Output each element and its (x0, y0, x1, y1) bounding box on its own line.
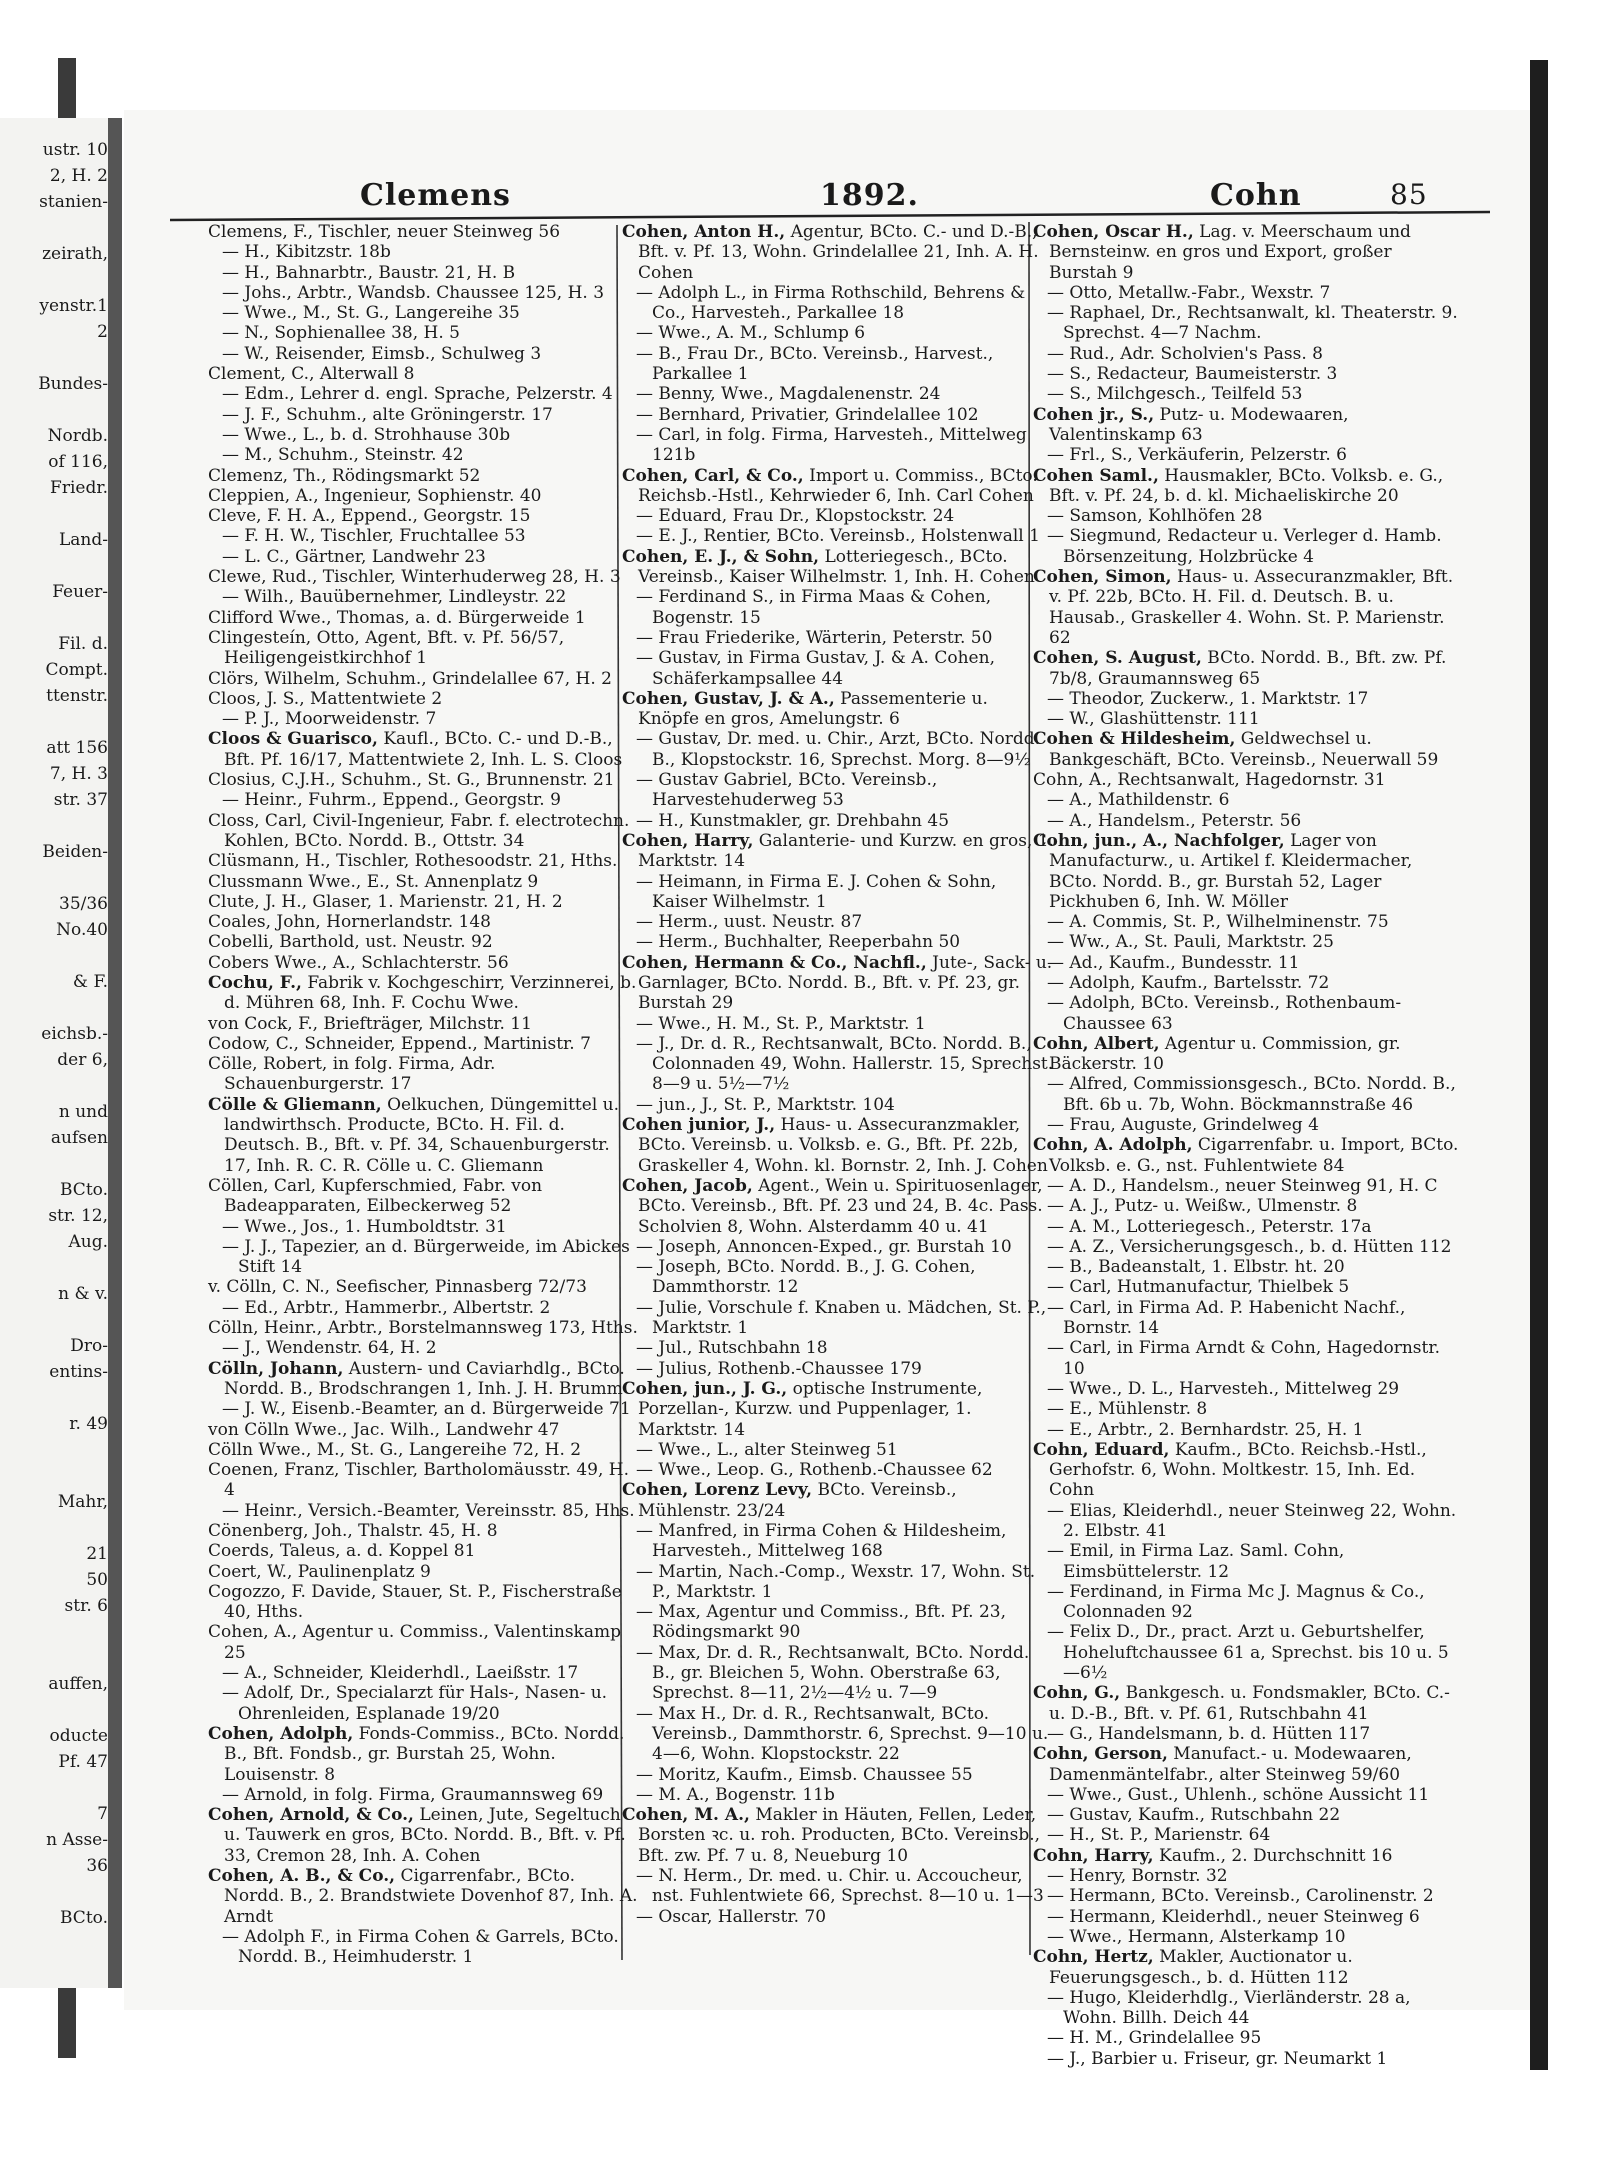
previous-page-fragment: auffen, (48, 1674, 108, 1694)
directory-entry: Cohen, jun., J. G., optische Instrumente, Porzellan-, Kurzw. und Puppenlager, 1. Marktstr. 14 (622, 1378, 983, 1440)
directory-entry: — L. C., Gärtner, Landwehr 23 (222, 546, 486, 567)
entry-firm-name: Cohen Saml., (1033, 465, 1159, 486)
previous-page-fragment: 7 (97, 1804, 108, 1824)
directory-entry: — J. W., Eisenb.-Beamter, an d. Bürgerweide 71 (222, 1399, 631, 1420)
directory-entry: Clewe, Rud., Tischler, Winterhuderweg 28, H. 3 (208, 567, 621, 588)
directory-entry: Cölln, Johann, Austern- und Caviarhdlg., BCto. Nordd. B., Brodschrangen 1, Inh. J. H. Brumm (208, 1358, 625, 1399)
directory-entry: — W., Glashüttenstr. 111 (1047, 709, 1260, 730)
previous-page-fragment: zeirath, (42, 244, 108, 264)
directory-entry: Coerds, Taleus, a. d. Koppel 81 (208, 1541, 476, 1562)
directory-entry: Closius, C.J.H., Schuhm., St. G., Brunnenstr. 21 (208, 770, 615, 791)
directory-entry: Cohen, Oscar H., Lag. v. Meerschaum und Bernsteinw. en gros und Export, großer Burstah 9 (1033, 222, 1411, 283)
directory-entry: — Hermann, BCto. Vereinsb., Carolinenstr. 2 (1047, 1886, 1434, 1907)
directory-entry: Cohen jr., S., Putz- u. Modewaaren, Valentinskamp 63 (1033, 404, 1349, 445)
directory-entry: — Arnold, in folg. Firma, Graumannsweg 69 (222, 1784, 604, 1805)
directory-entry: — Joseph, BCto. Nordd. B., J. G. Cohen, Dammthorstr. 12 (636, 1257, 976, 1298)
directory-entry: — Wwe., M., St. G., Langereihe 35 (222, 303, 520, 324)
previous-page-fragment: 7, H. 3 (49, 764, 108, 784)
directory-entry: Cohn, Gerson, Manufact.- u. Modewaaren, Damenmäntelfabr., alter Steinweg 59/60 (1033, 1744, 1412, 1785)
directory-entry: — S., Milchgesch., Teilfeld 53 (1047, 384, 1303, 405)
directory-entry: — Frau, Auguste, Grindelweg 4 (1047, 1115, 1319, 1136)
directory-entry: — Max, Agentur und Commiss., Bft. Pf. 23, Rödingsmarkt 90 (636, 1602, 1006, 1643)
directory-entry: — Carl, in Firma Arndt & Cohn, Hagedornstr. 10 (1047, 1338, 1440, 1379)
directory-entry: von Cölln Wwe., Jac. Wilh., Landwehr 47 (208, 1419, 560, 1440)
directory-entry: Cohen junior, J., Haus- u. Assecuranzmakler, BCto. Vereinsb. u. Volksb. e. G., Bft. Pf. 22b, Graskeller 4, Wohn. kl. Bornstr. 2, Inh. J. Cohen (622, 1115, 1048, 1176)
directory-entry: — N., Sophienallee 38, H. 5 (222, 323, 460, 344)
entry-firm-name: Cohen, Gustav, J. & A., (622, 688, 835, 709)
directory-entry: Cohen, Jacob, Agent., Wein u. Spirituosenlager, BCto. Vereinsb., Bft. Pf. 23 und 24, B. 4c. Pass. Scholvien 8, Wohn. Alsterdamm 40 u. 41 (622, 1175, 1043, 1237)
running-head-right: Cohn (1210, 178, 1302, 213)
entry-firm-name: Cohen, Arnold, & Co., (208, 1805, 414, 1826)
previous-page-fragment: Mahr, (57, 1492, 108, 1512)
directory-entry: von Cock, F., Briefträger, Milchstr. 11 (208, 1013, 532, 1034)
entry-firm-name: Cohn, Harry, (1033, 1845, 1154, 1866)
directory-entry: — Johs., Arbtr., Wandsb. Chaussee 125, H. 3 (222, 282, 605, 303)
entry-firm-name: Cölle & Gliemann, (208, 1094, 382, 1115)
previous-page-fragment: 35/36 (59, 894, 108, 914)
directory-entry: — A. D., Handelsm., neuer Steinweg 91, H. C (1047, 1175, 1438, 1196)
directory-entry: — Eduard, Frau Dr., Klopstockstr. 24 (636, 506, 955, 527)
previous-page-fragment: stanien- (39, 192, 108, 212)
previous-page-fragment: 2, H. 2 (49, 166, 108, 186)
directory-entry: Cogozzo, F. Davide, Stauer, St. P., Fischerstraße 40, Hths. (208, 1581, 622, 1623)
directory-entry: — Rud., Adr. Scholvien's Pass. 8 (1047, 343, 1323, 364)
directory-entry: — W., Reisender, Eimsb., Schulweg 3 (222, 343, 542, 364)
directory-entry: Coales, John, Hornerlandstr. 148 (208, 912, 491, 933)
directory-entry: — Felix D., Dr., pract. Arzt u. Geburtshelfer, Hoheluftchaussee 61 a, Sprechst. bis 10 u. 5—6½ (1047, 1622, 1449, 1684)
entry-firm-name: Cohen, Jacob, (622, 1175, 753, 1196)
directory-entry: — Adolph F., in Firma Cohen & Garrels, BCto. Nordd. B., Heimhuderstr. 1 (222, 1926, 619, 1968)
directory-entry: Cohen Saml., Hausmakler, BCto. Volksb. e. G., Bft. v. Pf. 24, b. d. kl. Michaeliskirche 20 (1033, 465, 1444, 506)
directory-entry: — Wwe., Leop. G., Rothenb.-Chaussee 62 (636, 1460, 993, 1481)
directory-entry: — A., Mathildenstr. 6 (1047, 790, 1230, 811)
previous-page-fragment: att 156 (46, 738, 108, 758)
directory-entry: — H., Kunstmakler, gr. Drehbahn 45 (636, 810, 950, 831)
directory-entry: — Ferdinand S., in Firma Maas & Cohen, Bogenstr. 15 (636, 587, 992, 628)
directory-entry: — Gustav, Kaufm., Rutschbahn 22 (1047, 1805, 1341, 1826)
previous-page-fragment: BCto. (60, 1908, 108, 1928)
directory-entry: — Wwe., H. M., St. P., Marktstr. 1 (636, 1013, 926, 1034)
directory-entry: Cohn, A. Adolph, Cigarrenfabr. u. Import, BCto. Volksb. e. G., nst. Fuhlentwiete 84 (1033, 1135, 1459, 1176)
directory-entry: — Joseph, Annoncen-Exped., gr. Burstah 10 (636, 1236, 1012, 1257)
previous-page-fragment: Fil. d. (58, 634, 108, 654)
directory-entry: — H., Kibitzstr. 18b (222, 242, 391, 263)
entry-firm-name: Cohen, Simon, (1033, 567, 1172, 588)
directory-entry: Cohen, Arnold, & Co., Leinen, Jute, Segeltuch u. Tauwerk en gros, BCto. Nordd. B., Bft. v. Pf. 33, Cremon 28, Inh. A. Cohen (208, 1805, 626, 1866)
directory-entry: Cölln Wwe., M., St. G., Langereihe 72, H. 2 (208, 1439, 582, 1460)
directory-entry: Cohn, Hertz, Makler, Auctionator u. Feuerungsgesch., b. d. Hütten 112 (1033, 1947, 1353, 1988)
previous-page-fragment: ustr. 10 (42, 140, 108, 160)
directory-entry: — J., Wendenstr. 64, H. 2 (222, 1338, 437, 1359)
directory-entry: — Max H., Dr. d. R., Rechtsanwalt, BCto. Vereinsb., Dammthorstr. 6, Sprechst. 9—10 u. 4—6, Wohn. Klopstockstr. 22 (636, 1703, 1049, 1765)
directory-entry: Cohen, Simon, Haus- u. Assecuranzmakler, Bft. v. Pf. 22b, BCto. H. Fil. d. Deutsch. B. u. Hausab., Graskeller 4. Wohn. St. P. Marienstr. 62 (1033, 567, 1454, 648)
previous-page-fragment: Aug. (68, 1232, 108, 1252)
directory-entry: Cohen, A., Agentur u. Commiss., Valentinskamp 25 (208, 1622, 621, 1663)
directory-entry: Cochu, F., Fabrik v. Kochgeschirr, Verzinnerei, b. d. Mühren 68, Inh. F. Cochu Wwe. (208, 972, 637, 1014)
directory-entry: Cohen & Hildesheim, Geldwechsel u. Bankgeschäft, BCto. Vereinsb., Neuerwall 59 (1033, 729, 1439, 770)
previous-page-fragment: Land- (59, 530, 108, 550)
entry-firm-name: Cohen, Lorenz Levy, (622, 1480, 813, 1501)
entry-firm-name: Cohn, Hertz, (1033, 1947, 1154, 1968)
directory-entry: — Ad., Kaufm., Bundesstr. 11 (1047, 952, 1300, 973)
directory-entry: — Carl, Hutmanufactur, Thielbek 5 (1047, 1277, 1350, 1298)
previous-page-fragment: oducte (49, 1726, 108, 1746)
directory-entry: — Wwe., Gust., Uhlenh., schöne Aussicht 11 (1047, 1784, 1430, 1805)
directory-entry: — M. A., Bogenstr. 11b (636, 1784, 835, 1805)
previous-page-fragment: 50 (86, 1570, 108, 1590)
entry-firm-name: Cohn, A. Adolph, (1033, 1135, 1193, 1156)
previous-page-fragment: ttenstr. (46, 686, 108, 706)
directory-entry: Closs, Carl, Civil-Ingenieur, Fabr. f. electrotechn. Kohlen, BCto. Nordd. B., Ottstr. 34 (208, 810, 630, 851)
directory-entry: Cohen, Hermann & Co., Nachfl., Jute-, Sack- u. Garnlager, BCto. Nordd. B., Bft. v. Pf. 23, gr. Burstah 29 (622, 952, 1053, 1014)
directory-entry: — P. J., Moorweidenstr. 7 (222, 709, 437, 730)
previous-page-fragment: Compt. (45, 660, 108, 680)
directory-entry: — H. M., Grindelallee 95 (1047, 2028, 1262, 2049)
directory-entry: — Edm., Lehrer d. engl. Sprache, Pelzerstr. 4 (222, 384, 613, 405)
previous-page-fragment: str. 12, (48, 1206, 108, 1226)
directory-entry: Cölle, Robert, in folg. Firma, Adr. Schauenburgerstr. 17 (208, 1054, 496, 1095)
directory-entry: — Gustav Gabriel, BCto. Vereinsb., Harvestehuderweg 53 (636, 770, 938, 811)
previous-page-fragment: Bundes- (38, 374, 108, 394)
directory-entry: — S., Redacteur, Baumeisterstr. 3 (1047, 364, 1338, 385)
directory-entry: — Julius, Rothenb.-Chaussee 179 (636, 1358, 922, 1379)
directory-entry: Cohen, Adolph, Fonds-Commiss., BCto. Nordd. B., Bft. Fondsb., gr. Burstah 25, Wohn. Louisenstr. 8 (208, 1723, 625, 1785)
directory-entry: Cohen, M. A., Makler in Häuten, Fellen, Leder, Borsten ꝛc. u. roh. Producten, BCto. Vereinsb., Bft. zw. Pf. 7 u. 8, Neueburg 10 (622, 1805, 1041, 1866)
previous-page-fragment: str. 37 (53, 790, 108, 810)
entry-firm-name: Cohn, Gerson, (1033, 1744, 1168, 1765)
year-heading: 1892. (820, 178, 919, 213)
directory-entry: — Carl, in Firma Ad. P. Habenicht Nachf., Bornstr. 14 (1047, 1297, 1406, 1339)
directory-entry: Cleppien, A., Ingenieur, Sophienstr. 40 (208, 485, 542, 506)
directory-entry: Clüsmann, H., Tischler, Rothesoodstr. 21, Hths. (208, 851, 618, 872)
directory-entry: Cöllen, Carl, Kupferschmied, Fabr. von Badeapparaten, Eilbeckerweg 52 (208, 1175, 543, 1217)
directory-entry: Cohn, Eduard, Kaufm., BCto. Reichsb.-Hstl., Gerhofstr. 6, Wohn. Moltkestr. 15, Inh. Ed. Cohn (1033, 1439, 1427, 1501)
previous-page-fragment: eichsb.- (41, 1024, 108, 1044)
directory-entry: — Moritz, Kaufm., Eimsb. Chaussee 55 (636, 1764, 973, 1785)
directory-entry: — Wilh., Bauübernehmer, Lindleystr. 22 (222, 587, 567, 608)
directory-entry: — Heimann, in Firma E. J. Cohen & Sohn, Kaiser Wilhelmstr. 1 (636, 871, 997, 912)
directory-entry: — Ww., A., St. Pauli, Marktstr. 25 (1047, 932, 1334, 953)
directory-entry: — J. J., Tapezier, an d. Bürgerweide, im Abickes Stift 14 (222, 1236, 630, 1278)
directory-entry: — G., Handelsmann, b. d. Hütten 117 (1047, 1723, 1371, 1744)
previous-page-fragment: Friedr. (50, 478, 108, 498)
previous-page-fragment: n & v. (58, 1284, 108, 1304)
directory-entry: — A. J., Putz- u. Weißw., Ulmenstr. 8 (1047, 1196, 1358, 1217)
directory-entry: — Alfred, Commissionsgesch., BCto. Nordd. B., Bft. 6b u. 7b, Wohn. Böckmannstraße 46 (1047, 1074, 1456, 1115)
directory-entry: Cönenberg, Joh., Thalstr. 45, H. 8 (208, 1521, 498, 1541)
entry-firm-name: Cloos & Guarisco, (208, 729, 378, 750)
directory-entry: Clement, C., Alterwall 8 (208, 364, 415, 385)
directory-entry: — Bernhard, Privatier, Grindelallee 102 (636, 404, 979, 425)
directory-entry: Cölln, Heinr., Arbtr., Borstelmannsweg 173, Hths. (208, 1318, 638, 1339)
directory-entry: Cohen, Lorenz Levy, BCto. Vereinsb., Mühlenstr. 23/24 (622, 1480, 957, 1521)
previous-page-fragment: of 116, (48, 452, 108, 472)
directory-entry: Codow, C., Schneider, Eppend., Martinistr. 7 (208, 1033, 591, 1054)
directory-entry: — Manfred, in Firma Cohen & Hildesheim, Harvesteh., Mittelweg 168 (636, 1521, 1007, 1562)
directory-entry: — Wwe., D. L., Harvesteh., Mittelweg 29 (1047, 1378, 1400, 1399)
entry-firm-name: Cohen, Anton H., (622, 222, 786, 242)
directory-entry: — Adolph L., in Firma Rothschild, Behrens & Co., Harvesteh., Parkallee 18 (636, 282, 1026, 324)
entry-firm-name: Cohen, Adolph, (208, 1723, 354, 1744)
directory-entry: — Julie, Vorschule f. Knaben u. Mädchen, St. P., Marktstr. 1 (636, 1297, 1047, 1339)
directory-entry: Clute, J. H., Glaser, 1. Marienstr. 21, H. 2 (208, 891, 563, 912)
entry-firm-name: Cohen, Carl, & Co., (622, 465, 804, 486)
directory-entry: — J., Dr. d. R., Rechtsanwalt, BCto. Nordd. B., Colonnaden 49, Wohn. Hallerstr. 15, Sprechst. 8—9 u. 5½—7½ (636, 1033, 1054, 1095)
directory-entry: — Adolph, Kaufm., Bartelsstr. 72 (1047, 972, 1330, 993)
directory-entry: — Frl., S., Verkäuferin, Pelzerstr. 6 (1047, 445, 1347, 466)
entry-firm-name: Cohen, E. J., & Sohn, (622, 546, 820, 567)
directory-entry: — Ed., Arbtr., Hammerbr., Albertstr. 2 (222, 1297, 551, 1318)
entry-firm-name: Cohen junior, J., (622, 1115, 776, 1136)
directory-entry: — B., Badeanstalt, 1. Elbstr. ht. 20 (1047, 1257, 1345, 1278)
directory-entry: — Heinr., Versich.-Beamter, Vereinsstr. 85, Hhs. (222, 1500, 635, 1521)
column-middle (622, 222, 1054, 1927)
directory-entry: — Hugo, Kleiderhdlg., Vierländerstr. 28 a, Wohn. Billh. Deich 44 (1047, 1987, 1411, 2029)
directory-entry: — B., Frau Dr., BCto. Vereinsb., Harvest., Parkallee 1 (636, 343, 994, 385)
directory-entry: — Adolf, Dr., Specialarzt für Hals-, Nasen- u. Ohrenleiden, Esplanade 19/20 (222, 1683, 608, 1724)
previous-page-fragment: Nordb. (47, 426, 108, 446)
directory-entry: — Theodor, Zuckerw., 1. Marktstr. 17 (1047, 688, 1369, 709)
directory-entry: Clifford Wwe., Thomas, a. d. Bürgerweide 1 (208, 607, 586, 628)
running-head-left: Clemens (360, 178, 511, 213)
previous-page-fragment: BCto. (60, 1180, 108, 1200)
entry-firm-name: Cohn, Eduard, (1033, 1439, 1170, 1460)
directory-entry: — Emil, in Firma Laz. Saml. Cohn, Eimsbüttelerstr. 12 (1047, 1541, 1345, 1582)
directory-entry: Cobers Wwe., A., Schlachterstr. 56 (208, 952, 509, 973)
entry-firm-name: Cohen, A. B., & Co., (208, 1866, 396, 1887)
directory-entry: Cölle & Gliemann, Oelkuchen, Düngemittel u. landwirthsch. Producte, BCto. H. Fil. d. Deutsch. B., Bft. v. Pf. 34, Schauenburgerstr. 17, Inh. R. C. R. Cölle u. C. Gliemann (208, 1094, 620, 1176)
previous-page-fragment: str. 6 (64, 1596, 108, 1616)
directory-entry: — Martin, Nach.-Comp., Wexstr. 17, Wohn. St. P., Marktstr. 1 (636, 1561, 1036, 1602)
directory-entry: — E. J., Rentier, BCto. Vereinsb., Holstenwall 1 (636, 526, 1040, 547)
directory-entry: Cohn, Albert, Agentur u. Commission, gr. Bäckerstr. 10 (1033, 1033, 1401, 1075)
entry-firm-name: Cohen & Hildesheim, (1033, 729, 1236, 750)
directory-entry: Cohen, E. J., & Sohn, Lotteriegesch., BCto. Vereinsb., Kaiser Wilhelmstr. 1, Inh. H. Cohen (622, 546, 1035, 588)
directory-entry: — Heinr., Fuhrm., Eppend., Georgstr. 9 (222, 790, 561, 811)
directory-entry: — Henry, Bornstr. 32 (1047, 1866, 1228, 1887)
previous-page-fragment: 36 (86, 1856, 108, 1876)
directory-entry: — A., Handelsm., Peterstr. 56 (1047, 810, 1302, 831)
directory-entry: — Carl, in folg. Firma, Harvesteh., Mittelweg 121b (636, 424, 1027, 466)
entry-firm-name: Cohen, Oscar H., (1033, 222, 1194, 242)
entry-firm-name: Cochu, F., (208, 972, 302, 993)
directory-entry: — A. Commis, St. P., Wilhelminenstr. 75 (1047, 912, 1389, 933)
directory-entry: — Gustav, Dr. med. u. Chir., Arzt, BCto. Nordd. B., Klopstockstr. 16, Sprechst. Morg. 8—9½ (636, 729, 1040, 770)
directory-entry: — Jul., Rutschbahn 18 (636, 1338, 828, 1359)
previous-page-fragment: Dro- (70, 1336, 108, 1356)
entry-firm-name: Cohen, S. August, (1033, 648, 1202, 669)
previous-page-fragment: entins- (49, 1362, 108, 1382)
directory-entry: — Wwe., Hermann, Alsterkamp 10 (1047, 1926, 1346, 1947)
directory-entry: — Herm., Buchhalter, Reeperbahn 50 (636, 932, 961, 953)
directory-entry: Cohen, Carl, & Co., Import u. Commiss., BCto. Reichsb.-Hstl., Kehrwieder 6, Inh. Carl Cohen (622, 465, 1038, 506)
previous-page-fragment: Beiden- (42, 842, 108, 862)
directory-entry: — Wwe., Jos., 1. Humboldtstr. 31 (222, 1216, 507, 1237)
directory-entry: — Hermann, Kleiderhdl., neuer Steinweg 6 (1047, 1906, 1420, 1927)
directory-entry: Cohen, A. B., & Co., Cigarrenfabr., BCto. Nordd. B., 2. Brandstwiete Dovenhof 87, Inh. A. Arndt (208, 1866, 638, 1927)
entry-firm-name: Cohen, Hermann & Co., Nachfl., (622, 952, 927, 973)
directory-entry: — Adolph, BCto. Vereinsb., Rothenbaum-Chaussee 63 (1047, 993, 1402, 1034)
directory-entry: Clingesteín, Otto, Agent, Bft. v. Pf. 56/57, Heiligengeistkirchhof 1 (208, 627, 565, 669)
directory-entry: — Wwe., A. M., Schlump 6 (636, 323, 866, 344)
directory-entry: — Raphael, Dr., Rechtsanwalt, kl. Theaterstr. 9. Sprechst. 4—7 Nachm. (1047, 303, 1458, 344)
directory-entry: — H., Bahnarbtr., Baustr. 21, H. B (222, 262, 516, 283)
directory-entry: — E., Mühlenstr. 8 (1047, 1399, 1208, 1420)
previous-page-fragment: Pf. 47 (58, 1752, 108, 1772)
directory-entry: — Herm., uust. Neustr. 87 (636, 912, 863, 933)
previous-page-fragment: yenstr.1 (39, 296, 108, 316)
column-left (208, 222, 640, 1968)
previous-page-fragment: aufsen (50, 1128, 108, 1148)
entry-firm-name: Cohn, jun., A., Nachfolger, (1033, 830, 1285, 851)
directory-entry: — Gustav, in Firma Gustav, J. & A. Cohen, Schäferkampsallee 44 (636, 648, 995, 689)
previous-page-fragment: No.40 (56, 920, 108, 940)
previous-page-fragment: 2 (97, 322, 108, 342)
directory-entry: — F. H. W., Tischler, Fruchtallee 53 (222, 526, 526, 547)
entry-firm-name: Cohen, Harry, (622, 830, 754, 851)
directory-entry: Cohen, Harry, Galanterie- und Kurzw. en gros, 1. Marktstr. 14 (622, 830, 1055, 872)
previous-page-edge (0, 140, 118, 1980)
previous-page-fragment: der 6, (57, 1050, 108, 1070)
directory-entry: Cleve, F. H. A., Eppend., Georgstr. 15 (208, 506, 531, 527)
directory-entry: Cloos, J. S., Mattentwiete 2 (208, 688, 443, 709)
previous-page-fragment: 21 (86, 1544, 108, 1564)
directory-entry: — M., Schuhm., Steinstr. 42 (222, 445, 464, 466)
directory-entry: Cohn, G., Bankgesch. u. Fondsmakler, BCto. C.- u. D.-B., Bft. v. Pf. 61, Rutschbahn 41 (1033, 1683, 1450, 1724)
entry-firm-name: Cölln, Johann, (208, 1358, 344, 1379)
directory-entry: — Wwe., L., alter Steinweg 51 (636, 1439, 898, 1460)
directory-entry: v. Cölln, C. N., Seefischer, Pinnasberg 72/73 (208, 1277, 587, 1298)
previous-page-fragment: & F. (72, 972, 108, 992)
directory-entry: Coert, W., Paulinenplatz 9 (208, 1561, 431, 1582)
directory-entry: Cloos & Guarisco, Kaufl., BCto. C.- und D.-B., Bft. Pf. 16/17, Mattentwiete 2, Inh. L. S. Cloos (208, 729, 623, 770)
directory-entry: — E., Arbtr., 2. Bernhardstr. 25, H. 1 (1047, 1419, 1364, 1440)
directory-entry: Cohen, S. August, BCto. Nordd. B., Bft. zw. Pf. 7b/8, Graumannsweg 65 (1033, 648, 1447, 689)
directory-entry: — A., Schneider, Kleiderhdl., Laeißstr. 17 (222, 1663, 579, 1684)
directory-entry: Clemenz, Th., Rödingsmarkt 52 (208, 465, 481, 486)
directory-entry: — A. Z., Versicherungsgesch., b. d. Hütten 112 (1047, 1236, 1452, 1257)
directory-entry: — A. M., Lotteriegesch., Peterstr. 17a (1047, 1216, 1372, 1237)
directory-entry: — J., Barbier u. Friseur, gr. Neumarkt 1 (1047, 2048, 1388, 2069)
directory-entry: Cohn, A., Rechtsanwalt, Hagedornstr. 31 (1033, 770, 1386, 791)
directory-entry: — Oscar, Hallerstr. 70 (636, 1906, 827, 1927)
directory-entry: — N. Herm., Dr. med. u. Chir. u. Accoucheur, nst. Fuhlentwiete 66, Sprechst. 8—10 u. 1—3 (636, 1866, 1044, 1907)
directory-entry: — Ferdinand, in Firma Mc J. Magnus & Co., Colonnaden 92 (1047, 1581, 1425, 1623)
directory-entry: — Max, Dr. d. R., Rechtsanwalt, BCto. Nordd. B., gr. Bleichen 5, Wohn. Oberstraße 63, Sprechst. 8—11, 2½—4½ u. 7—9 (636, 1642, 1030, 1704)
directory-page (130, 118, 1510, 2069)
directory-entry: Cohn, jun., A., Nachfolger, Lager von Manufacturw., u. Artikel f. Kleidermacher, BCto. Nordd. B., gr. Burstah 52, Lager Pickhuben 6, Inh. W. Möller (1033, 830, 1413, 912)
page-number: 85 (1390, 178, 1428, 211)
directory-entry: — Wwe., L., b. d. Strohhause 30b (222, 424, 511, 445)
directory-entry: — Otto, Metallw.-Fabr., Wexstr. 7 (1047, 282, 1331, 303)
entry-firm-name: Cohen, M. A., (622, 1805, 750, 1826)
directory-entry: — Frau Friederike, Wärterin, Peterstr. 50 (636, 627, 993, 648)
directory-entry: Clemens, F., Tischler, neuer Steinweg 56 (208, 222, 561, 242)
entry-firm-name: Cohn, G., (1033, 1683, 1121, 1704)
previous-page-fragment: n und (58, 1102, 108, 1122)
directory-entry: Cobelli, Barthold, ust. Neustr. 92 (208, 932, 493, 953)
directory-entry: Coenen, Franz, Tischler, Bartholomäusstr. 49, H. 4 (208, 1460, 630, 1501)
directory-entry: — Samson, Kohlhöfen 28 (1047, 506, 1263, 527)
directory-entry: Clussmann Wwe., E., St. Annenplatz 9 (208, 871, 539, 892)
previous-page-fragment: n Asse- (46, 1830, 108, 1850)
directory-entry: — Elias, Kleiderhdl., neuer Steinweg 22, Wohn. 2. Elbstr. 41 (1047, 1500, 1457, 1541)
directory-entry: Cohen, Gustav, J. & A., Passementerie u. Knöpfe en gros, Amelungstr. 6 (622, 688, 988, 730)
directory-entry: — H., St. P., Marienstr. 64 (1047, 1825, 1271, 1846)
previous-page-fragment: Feuer- (52, 582, 108, 602)
directory-entry: Cohn, Harry, Kaufm., 2. Durchschnitt 16 (1033, 1845, 1393, 1866)
directory-entry: Clörs, Wilhelm, Schuhm., Grindelallee 67, H. 2 (208, 668, 612, 689)
entry-firm-name: Cohen, jun., J. G., (622, 1378, 788, 1399)
entry-firm-name: Cohen jr., S., (1033, 404, 1155, 425)
directory-entry: — Siegmund, Redacteur u. Verleger d. Hamb. Börsenzeitung, Holzbrücke 4 (1047, 526, 1442, 567)
directory-entry: — Benny, Wwe., Magdalenenstr. 24 (636, 384, 941, 405)
directory-entry: — J. F., Schuhm., alte Gröningerstr. 17 (222, 404, 553, 425)
column-right (1033, 222, 1465, 2069)
previous-page-fragment: r. 49 (69, 1414, 108, 1434)
directory-entry: — jun., J., St. P., Marktstr. 104 (636, 1094, 895, 1115)
entry-firm-name: Cohn, Albert, (1033, 1033, 1160, 1054)
directory-entry: Cohen, Anton H., Agentur, BCto. C.- und D.-B., Bft. v. Pf. 13, Wohn. Grindelallee 21, Inh. A. H. Cohen (622, 222, 1039, 283)
